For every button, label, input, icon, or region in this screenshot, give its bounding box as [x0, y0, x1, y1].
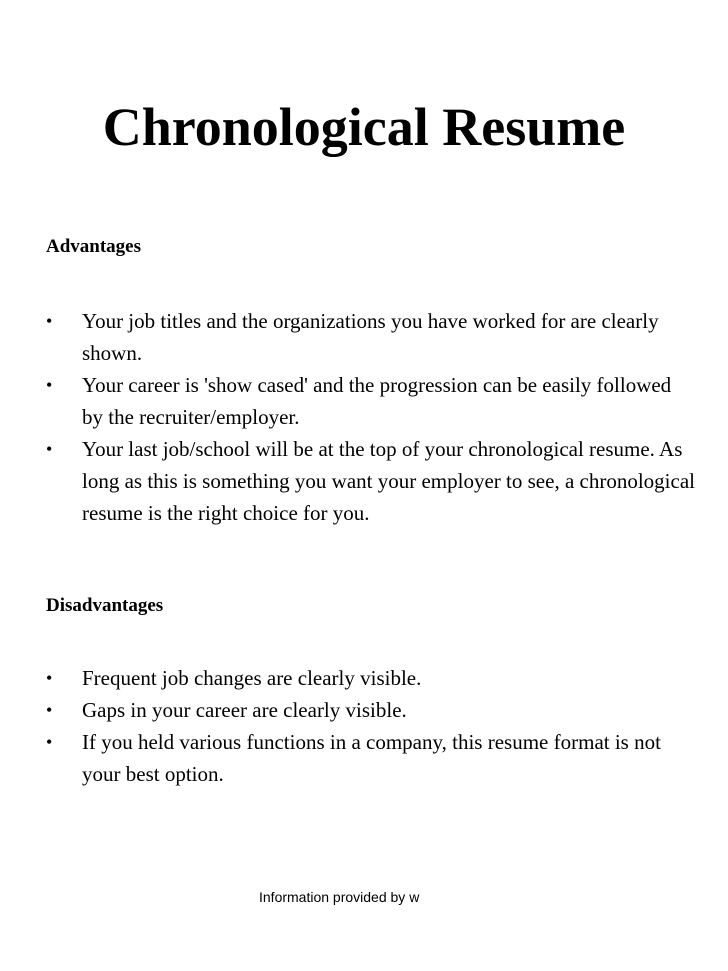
bullet-icon: •: [46, 700, 53, 720]
list-item: [46, 305, 696, 369]
disadvantages-heading: Disadvantages: [46, 595, 164, 616]
list-item-text: If you held various functions in a company, this resume format is not your best option.: [82, 730, 661, 786]
bullet-icon: •: [46, 375, 53, 395]
advantages-list: [46, 305, 696, 529]
footer-text: Information provided by w: [259, 889, 420, 905]
list-item: [46, 694, 696, 726]
bullet-icon: •: [46, 311, 53, 331]
advantages-heading: Advantages: [46, 236, 142, 257]
list-item: [46, 662, 696, 694]
list-item-text: Frequent job changes are clearly visible.: [82, 666, 422, 690]
list-item-text: Gaps in your career are clearly visible.: [82, 698, 407, 722]
disadvantages-list: [46, 662, 696, 790]
list-item: [46, 726, 696, 790]
bullet-icon: •: [46, 439, 53, 459]
list-item: [46, 369, 696, 433]
list-item-text: Your last job/school will be at the top of your chronological resume. As long as this is something you want your employer to see, a chronological resume is the right choice for you.: [82, 437, 695, 525]
list-item: [46, 433, 696, 529]
list-item-text: Your job titles and the organizations you have worked for are clearly shown.: [82, 309, 659, 365]
bullet-icon: •: [46, 668, 53, 688]
bullet-icon: •: [46, 732, 53, 752]
list-item-text: Your career is 'show cased' and the progression can be easily followed by the recruiter/employer.: [82, 373, 672, 429]
slide-title: Chronological Resume: [102, 97, 626, 157]
